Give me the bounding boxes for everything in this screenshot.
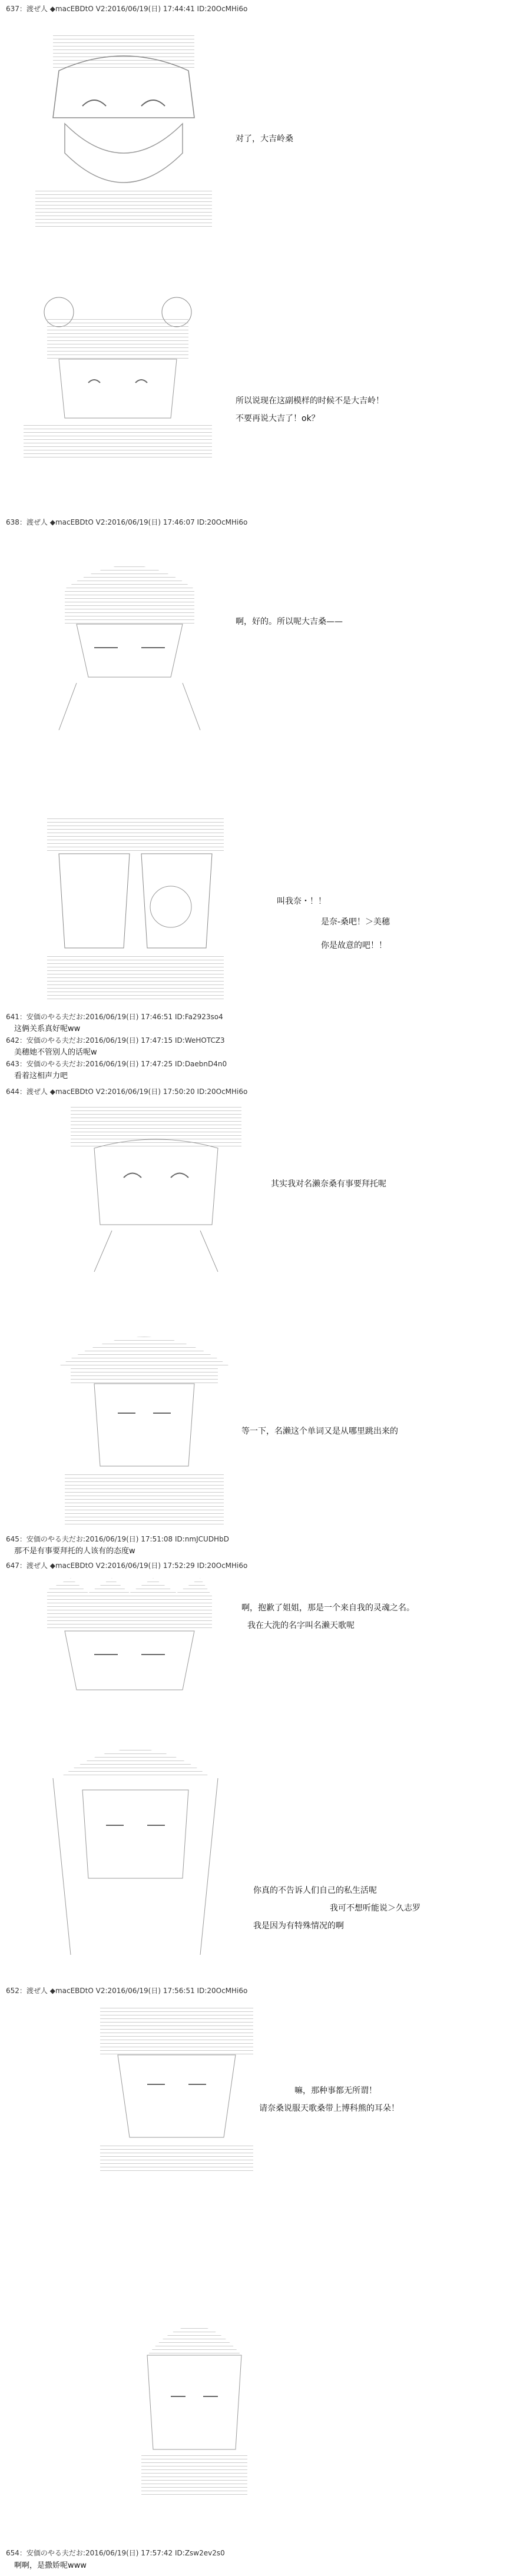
dialog-line: 对了，大吉岭桑 xyxy=(236,134,293,144)
ascii-art-spiky-hair-girl xyxy=(35,1578,224,1702)
ascii-art-short-hair-girl xyxy=(41,542,218,730)
ascii-art-messy-hair-girl xyxy=(88,2008,265,2173)
dialog-line: 我是因为有特殊情况的啊 xyxy=(253,1921,344,1931)
post-header: 641：安価のやる夫だお:2016/06/19(日) 17:46:51 ID:Fa2923so4 xyxy=(6,1013,223,1021)
post-header: 647：渡ぜ人 ◆macEBDtO V2:2016/06/19(日) 17:52:29 ID:20OcMHi6o xyxy=(6,1561,248,1570)
dialog-line: 等一下，名濑这个单词又是从哪里跳出来的 xyxy=(241,1427,398,1436)
dialog-line: 所以说现在这副模样的时候不是大吉岭！ xyxy=(236,396,384,406)
comment-text: 这俩关系真好呢ww xyxy=(14,1025,81,1033)
dialog-line: 其实我对名濑奈桑有事要拜托呢 xyxy=(271,1179,386,1189)
dialog-line: 啊，好的。所以呢大吉桑—— xyxy=(236,617,343,626)
post-header: 637：渡ぜ人 ◆macEBDtO V2:2016/06/19(日) 17:44:41 ID:20OcMHi6o xyxy=(6,5,248,13)
dialog-line: 啊，抱歉了姐姐，那是一个来自我的灵魂之名。 xyxy=(241,1603,415,1613)
post-header: 652：渡ぜ人 ◆macEBDtO V2:2016/06/19(日) 17:56:51 ID:20OcMHi6o xyxy=(6,1987,248,1995)
post-header: 645：安価のやる夫だお:2016/06/19(日) 17:51:08 ID:nmJCUDHbD xyxy=(6,1535,229,1543)
ascii-art-twin-buns-girl xyxy=(24,294,212,459)
dialog-line: 是奈-桑吧！＞美穗 xyxy=(321,917,390,927)
comment-text: 那不是有事要拜托的人该有的态度w xyxy=(14,1547,135,1556)
comment-text: 啊啊，是撒娇呢www xyxy=(14,2561,87,2570)
dialog-line: 你是故意的吧！！ xyxy=(321,941,387,950)
ascii-art-hat-girl xyxy=(47,1319,241,1525)
ascii-art-girl-closeup xyxy=(59,1107,253,1272)
post-header: 642：安価のやる夫だお:2016/06/19(日) 17:47:15 ID:WeHOTCZ3 xyxy=(6,1036,225,1045)
post-header: 644：渡ぜ人 ◆macEBDtO V2:2016/06/19(日) 17:50:20 ID:20OcMHi6o xyxy=(6,1088,248,1096)
dialog-line: 我在大洗的名字叫名濑天歌呢 xyxy=(247,1621,355,1630)
dialog-line: 请奈桑说服天歌桑带上博科熊的耳朵！ xyxy=(259,2104,399,2113)
ascii-art-girl-face xyxy=(35,35,212,230)
comment-text: 看着这相声力吧 xyxy=(14,1072,68,1080)
dialog-line: 不要再说大吉了！ok？ xyxy=(236,414,320,423)
post-header: 654：安価のやる夫だお:2016/06/19(日) 17:57:42 ID:Zsw2ev2s0 xyxy=(6,2549,225,2557)
dialog-line: 嘛，那种事都无所谓！ xyxy=(294,2086,377,2096)
dialog-line: 你真的不告诉人们自己的私生活呢 xyxy=(253,1886,377,1895)
post-header: 638：渡ぜ人 ◆macEBDtO V2:2016/06/19(日) 17:46:07 ID:20OcMHi6o xyxy=(6,518,248,526)
ascii-art-small-girl xyxy=(130,2296,259,2497)
ascii-art-two-girls xyxy=(47,818,224,1001)
dialog-line: 我可不想听能说＞久志罗 xyxy=(330,1904,420,1913)
dialog-line: 叫我奈・！！ xyxy=(277,897,326,906)
comment-text: 美穗她不管别人的话呢w xyxy=(14,1048,97,1057)
ascii-art-long-hair-girl xyxy=(35,1725,236,1955)
post-header: 643：安価のやる夫だお:2016/06/19(日) 17:47:25 ID:DaebnD4n0 xyxy=(6,1060,227,1068)
